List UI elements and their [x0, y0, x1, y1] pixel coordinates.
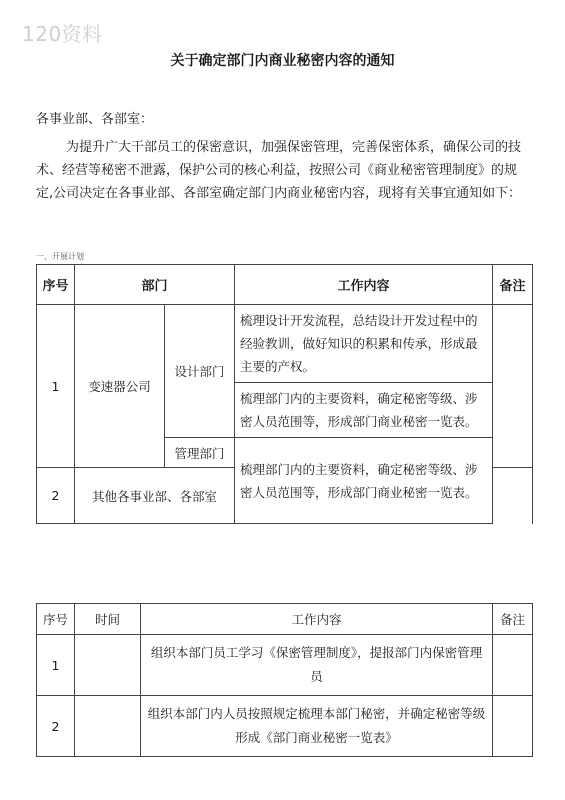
table-row: [37, 635, 533, 696]
task-cell: 梳理部门内的主要资料，确定秘密等级、涉密人员范围等，形成部门商业秘密一览表。: [235, 438, 493, 524]
schedule-table-header: [37, 604, 533, 635]
time-cell: [75, 635, 141, 696]
watermark: 120资料: [22, 22, 103, 46]
page-title: 关于确定部门内商业秘密内容的通知: [170, 53, 395, 69]
row-no: 1: [37, 635, 75, 696]
task-cell: 梳理设计开发流程，总结设计开发过程中的经验教训，做好知识的积累和传承，形成最主要的产权。: [235, 305, 493, 383]
header-time: 时间: [75, 604, 141, 635]
plan-table: [36, 264, 533, 524]
task-cell: 组织本部门内人员按照规定梳理本部门秘密，并确定秘密等级形成《部门商业秘密一览表》: [141, 696, 493, 757]
note-cell: [493, 696, 533, 757]
header-no: 序号: [37, 604, 75, 635]
plan-table-header: [37, 265, 533, 305]
header-note: 备注: [493, 265, 533, 305]
note-cell: [493, 305, 533, 468]
intro-paragraph: [36, 136, 524, 205]
table-row: [37, 305, 533, 383]
header-work: 工作内容: [235, 265, 493, 305]
header-work: 工作内容: [141, 604, 493, 635]
dept-cell: 变速器公司: [75, 305, 165, 468]
header-note: 备注: [493, 604, 533, 635]
subdept-cell: 设计部门: [165, 305, 235, 438]
intro-text: 为提升广大干部员工的保密意识，加强保密管理，完善保密体系，确保公司的技术、经营等秘密不泄露，保护公司的核心利益，按照公司《商业秘密管理制度》的规定,公司决定在各事业部、各部室确定部门内商业秘密内容，现将有关事宜通知如下：: [36, 140, 522, 201]
greeting: 各事业部、各部室：: [36, 112, 154, 127]
row-no: 1: [37, 305, 75, 468]
task-cell: 组织本部门员工学习《保密管理制度》，提报部门内保密管理员: [141, 635, 493, 696]
row-no: 2: [37, 696, 75, 757]
header-no: 序号: [37, 265, 75, 305]
time-cell: [75, 696, 141, 757]
subdept-cell: 管理部门: [165, 438, 235, 468]
section-label: 一、开展计划: [36, 252, 84, 261]
header-dept: 部门: [75, 265, 235, 305]
note-cell: [493, 635, 533, 696]
table-row: [37, 696, 533, 757]
schedule-table: [36, 603, 533, 757]
row-no: 2: [37, 468, 75, 524]
dept-cell: 其他各事业部、各部室: [75, 468, 235, 524]
task-cell: 梳理部门内的主要资料，确定秘密等级、涉密人员范围等，形成部门商业秘密一览表。: [235, 383, 493, 438]
